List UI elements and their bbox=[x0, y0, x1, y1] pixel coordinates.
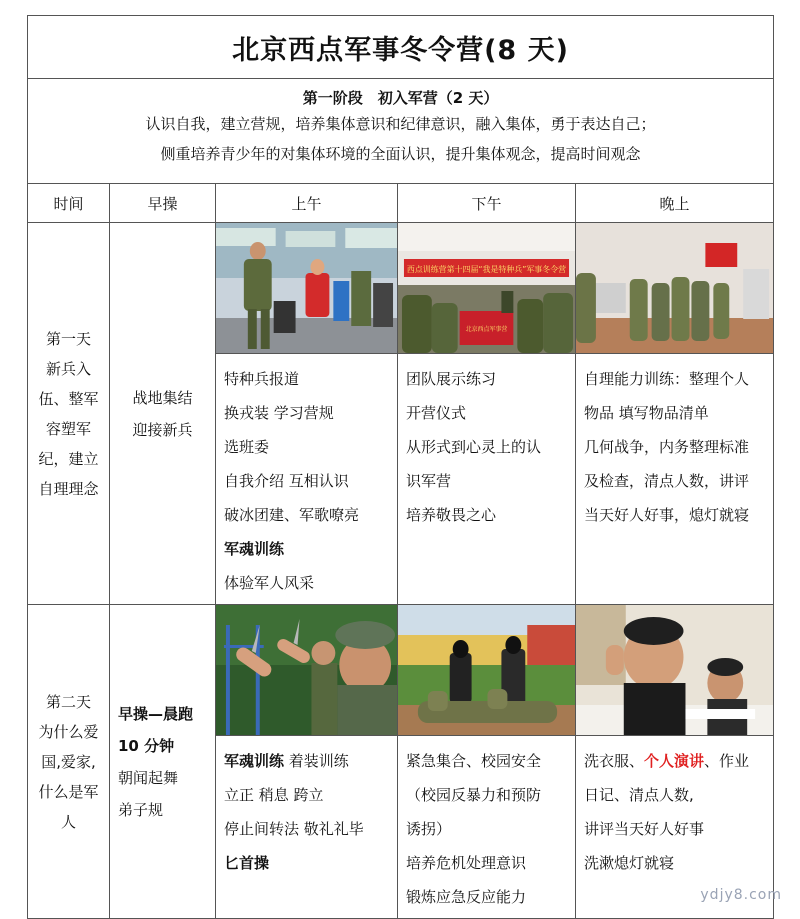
day1-am-item: 特种兵报道 bbox=[224, 370, 300, 388]
day1-pm-item: 识军营 bbox=[406, 472, 452, 490]
day2-am-photo bbox=[216, 605, 397, 736]
stage-line-2: 侧重培养青少年的对集体环境的全面认识，提升集体观念，提高时间观念 bbox=[160, 145, 641, 163]
day2-eve-item: 洗漱熄灯就寝 bbox=[584, 854, 675, 872]
day1-morning-line: 战地集结 bbox=[132, 388, 193, 407]
day2-pm-item: 紧急集合、校园安全 bbox=[406, 752, 542, 770]
day2-time-line: 第二天 bbox=[45, 692, 91, 711]
page-title: 北京西点军事冬令营(8 天) bbox=[28, 16, 774, 79]
day2-eve-item: 日记、清点人数, bbox=[584, 786, 694, 804]
day1-time-line: 第一天 bbox=[45, 329, 91, 348]
day1-am-photo bbox=[216, 223, 397, 354]
day1-pm-cell bbox=[398, 223, 576, 605]
day1-time-line: 自理理念 bbox=[38, 479, 99, 498]
day1-eve-item: 及检查，清点人数，讲评 bbox=[584, 472, 750, 490]
day1-eve-item: 物品 填写物品清单 bbox=[584, 404, 709, 422]
day2-am-item: 停止间转法 敬礼礼毕 bbox=[224, 820, 364, 838]
banner-text: 西点训练营第十四届“我是特种兵”军事冬令营 bbox=[406, 264, 567, 275]
day2-time-line: 为什么爱 bbox=[38, 722, 99, 741]
day2-eve-post: 、作业 bbox=[704, 752, 750, 770]
day2-time-line: 什么是军 bbox=[38, 782, 99, 801]
day1-am-item-bold: 军魂训练 bbox=[224, 540, 285, 558]
day1-pm-item: 从形式到心灵上的认 bbox=[406, 438, 542, 456]
day2-pm-item: 锻炼应急反应能力 bbox=[406, 888, 527, 906]
day1-eve-item: 当天好人好事，熄灯就寝 bbox=[584, 506, 750, 524]
schedule-table bbox=[27, 15, 774, 919]
stage-line-1: 认识自我，建立营规，培养集体意识和纪律意识，融入集体，勇于表达自己； bbox=[145, 115, 656, 133]
table-row bbox=[28, 223, 774, 605]
day1-time-line: 容塑军 bbox=[45, 419, 91, 438]
col-header-evening: 晚上 bbox=[576, 184, 774, 223]
day2-pm-photo bbox=[398, 605, 575, 736]
day2-am-item-first bbox=[224, 744, 391, 778]
day2-pm-item: （校园反暴力和预防 bbox=[406, 786, 542, 804]
header-row bbox=[28, 184, 774, 223]
day2-pm-cell bbox=[398, 605, 576, 919]
table-row bbox=[28, 605, 774, 919]
day1-time-line: 新兵入 bbox=[45, 359, 91, 378]
day1-time-cell bbox=[28, 223, 110, 605]
col-header-morning-drill: 早操 bbox=[110, 184, 216, 223]
day2-morning-line-bold: 10 分钟 bbox=[118, 736, 175, 755]
day1-pm-item: 开营仪式 bbox=[406, 404, 467, 422]
day2-eve-highlight: 个人演讲 bbox=[644, 752, 705, 770]
day1-pm-item: 培养敬畏之心 bbox=[406, 506, 497, 524]
day1-am-item: 换戎装 学习营规 bbox=[224, 404, 334, 422]
day1-am-item: 自我介绍 互相认识 bbox=[224, 472, 349, 490]
day2-eve-pre: 洗衣服、 bbox=[584, 752, 645, 770]
day2-eve-photo bbox=[576, 605, 773, 736]
day2-am-item-bold: 匕首操 bbox=[224, 854, 270, 872]
day1-pm-item: 团队展示练习 bbox=[406, 370, 497, 388]
day2-morning-line: 朝闻起舞 bbox=[118, 768, 179, 787]
day1-am-item: 体验军人风采 bbox=[224, 574, 315, 592]
day1-am-cell bbox=[216, 223, 398, 605]
day2-time-line: 人 bbox=[60, 812, 76, 831]
col-header-time: 时间 bbox=[28, 184, 110, 223]
day1-morning-line: 迎接新兵 bbox=[132, 420, 193, 439]
day2-eve-cell bbox=[576, 605, 774, 919]
stage-heading: 第一阶段 初入军营（2 天） bbox=[302, 89, 499, 107]
day2-am-rest-1: 着装训练 bbox=[284, 752, 349, 770]
day1-time-line: 伍、整军 bbox=[38, 389, 99, 408]
day1-eve-item: 自理能力训练：整理个人 bbox=[584, 370, 750, 388]
day1-morning-cell bbox=[110, 223, 216, 605]
day2-eve-item: 讲评当天好人好事 bbox=[584, 820, 705, 838]
day1-eve-item: 几何战争，内务整理标准 bbox=[584, 438, 750, 456]
day1-pm-photo bbox=[398, 223, 575, 354]
day2-eve-item-first bbox=[584, 744, 767, 778]
day2-am-cell bbox=[216, 605, 398, 919]
day2-time-cell bbox=[28, 605, 110, 919]
day2-time-line: 国,爱家, bbox=[41, 752, 96, 771]
day2-am-bold-1: 军魂训练 bbox=[224, 752, 285, 770]
day2-morning-line-bold: 早操—晨跑 bbox=[118, 704, 194, 723]
day1-am-item: 选班委 bbox=[224, 438, 270, 456]
col-header-pm: 下午 bbox=[398, 184, 576, 223]
day1-am-item: 破冰团建、军歌嘹亮 bbox=[224, 506, 360, 524]
watermark: ydjy8.com bbox=[700, 887, 782, 903]
podium-text: 北京西点军事营 bbox=[465, 325, 508, 334]
day1-time-line: 纪，建立 bbox=[38, 449, 99, 468]
day2-morning-cell bbox=[110, 605, 216, 919]
day1-eve-cell bbox=[576, 223, 774, 605]
day2-pm-item: 培养危机处理意识 bbox=[406, 854, 527, 872]
col-header-am: 上午 bbox=[216, 184, 398, 223]
stage-intro bbox=[28, 79, 774, 184]
day1-eve-photo bbox=[576, 223, 773, 354]
day2-am-item: 立正 稍息 跨立 bbox=[224, 786, 324, 804]
day2-pm-item: 诱拐） bbox=[406, 820, 452, 838]
day2-morning-line: 弟子规 bbox=[118, 800, 164, 819]
